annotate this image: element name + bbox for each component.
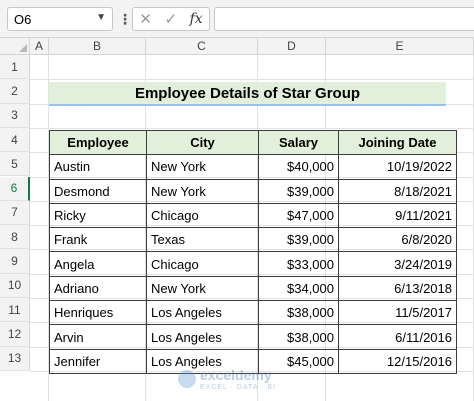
row-header-3[interactable]: 3	[0, 104, 30, 128]
row-header-12[interactable]: 12	[0, 322, 30, 346]
cell-employee[interactable]: Frank	[50, 228, 147, 252]
table-header-row	[50, 131, 457, 155]
formula-bar	[0, 0, 474, 38]
cell-salary[interactable]: $38,000	[259, 301, 339, 325]
more-options-icon[interactable]: ⋮	[118, 11, 132, 27]
row-header-13[interactable]: 13	[0, 347, 30, 371]
table-row	[50, 301, 457, 325]
cell-employee[interactable]: Angela	[50, 252, 147, 276]
header-employee[interactable]: Employee	[50, 131, 147, 155]
cell-joining-date[interactable]: 8/18/2021	[339, 179, 457, 203]
name-box-value: O6	[14, 11, 32, 27]
cell-joining-date[interactable]: 11/5/2017	[339, 301, 457, 325]
cell-joining-date[interactable]: 10/19/2022	[339, 155, 457, 179]
watermark-brand: exceldemy	[200, 366, 272, 383]
formula-input[interactable]	[214, 7, 474, 31]
cell-city[interactable]: Chicago	[147, 252, 259, 276]
cell-employee[interactable]: Jennifer	[50, 349, 147, 373]
table-row	[50, 252, 457, 276]
cancel-icon[interactable]: ✕	[139, 11, 152, 28]
gridline-horizontal	[30, 128, 474, 129]
cell-city[interactable]: Los Angeles	[147, 301, 259, 325]
cell-joining-date[interactable]: 6/11/2016	[339, 325, 457, 349]
cell-city[interactable]: New York	[147, 276, 259, 300]
row-header-2[interactable]: 2	[0, 79, 30, 103]
row-header-11[interactable]: 11	[0, 298, 30, 322]
watermark-tagline: EXCEL · DATA · BI	[200, 383, 276, 391]
cell-employee[interactable]: Henriques	[50, 301, 147, 325]
row-header-5[interactable]: 5	[0, 152, 30, 176]
row-header-1[interactable]: 1	[0, 55, 30, 79]
table-row	[50, 228, 457, 252]
header-salary[interactable]: Salary	[259, 131, 339, 155]
cell-employee[interactable]: Adriano	[50, 276, 147, 300]
cell-city[interactable]: New York	[147, 179, 259, 203]
cell-joining-date[interactable]: 3/24/2019	[339, 252, 457, 276]
cell-employee[interactable]: Austin	[50, 155, 147, 179]
cell-employee[interactable]: Arvin	[50, 325, 147, 349]
cell-city[interactable]: Chicago	[147, 203, 259, 227]
header-city[interactable]: City	[147, 131, 259, 155]
cell-joining-date[interactable]: 6/13/2018	[339, 276, 457, 300]
cell-employee[interactable]: Desmond	[50, 179, 147, 203]
table-row	[50, 179, 457, 203]
cell-salary[interactable]: $45,000	[259, 349, 339, 373]
cell-salary[interactable]: $34,000	[259, 276, 339, 300]
cell-salary[interactable]: $40,000	[259, 155, 339, 179]
table-row	[50, 325, 457, 349]
cell-salary[interactable]: $38,000	[259, 325, 339, 349]
row-header-9[interactable]: 9	[0, 249, 30, 273]
confirm-icon[interactable]: ✓	[164, 11, 178, 28]
cell-salary[interactable]: $39,000	[259, 228, 339, 252]
employee-table	[49, 130, 457, 374]
header-joining-date[interactable]: Joining Date	[339, 131, 457, 155]
name-box[interactable]	[7, 7, 113, 31]
chevron-down-icon[interactable]: ▼	[96, 12, 106, 23]
gridline-horizontal	[30, 79, 474, 80]
cell-city[interactable]: Los Angeles	[147, 349, 259, 373]
cell-city[interactable]: Los Angeles	[147, 325, 259, 349]
table-row	[50, 203, 457, 227]
cell-joining-date[interactable]: 12/15/2016	[339, 349, 457, 373]
row-header-7[interactable]: 7	[0, 201, 30, 225]
insert-function-icon[interactable]: fx	[189, 11, 203, 27]
column-header-a[interactable]: A	[30, 38, 49, 55]
column-header-d[interactable]: D	[258, 38, 326, 55]
sheet-title[interactable]: Employee Details of Star Group	[49, 82, 446, 106]
column-header-c[interactable]: C	[146, 38, 258, 55]
table-row	[50, 155, 457, 179]
cell-salary[interactable]: $47,000	[259, 203, 339, 227]
cell-salary[interactable]: $33,000	[259, 252, 339, 276]
row-header-8[interactable]: 8	[0, 225, 30, 249]
cell-employee[interactable]: Ricky	[50, 203, 147, 227]
cell-joining-date[interactable]: 6/8/2020	[339, 228, 457, 252]
row-header-6[interactable]: 6	[0, 177, 30, 201]
row-header-4[interactable]: 4	[0, 128, 30, 152]
cell-city[interactable]: New York	[147, 155, 259, 179]
exceldemy-logo-icon	[178, 370, 196, 388]
table-row	[50, 276, 457, 300]
cell-salary[interactable]: $39,000	[259, 179, 339, 203]
column-header-b[interactable]: B	[49, 38, 146, 55]
cell-city[interactable]: Texas	[147, 228, 259, 252]
cell-joining-date[interactable]: 9/11/2021	[339, 203, 457, 227]
exceldemy-watermark	[178, 364, 328, 394]
select-all-corner[interactable]	[0, 38, 30, 55]
row-header-10[interactable]: 10	[0, 274, 30, 298]
formula-actions	[132, 7, 210, 31]
column-header-e[interactable]: E	[326, 38, 474, 55]
